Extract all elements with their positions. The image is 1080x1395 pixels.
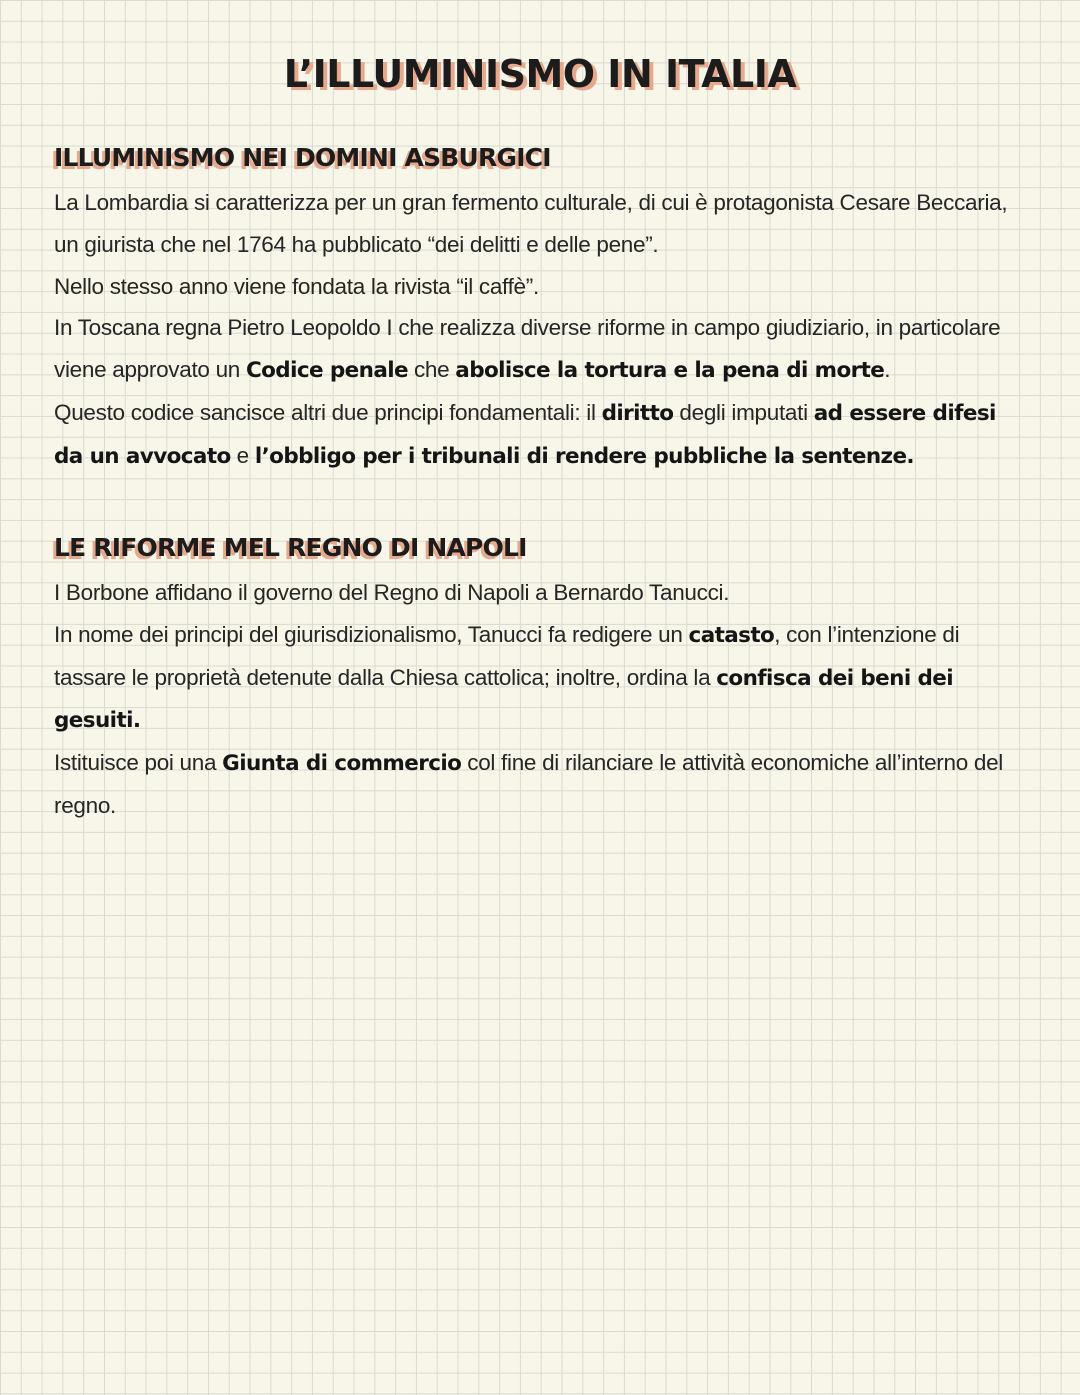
section-heading-text: LE RIFORME MEL REGNO DI NAPOLI [54, 533, 527, 562]
text-run: In Toscana regna Pietro Leopoldo I che realizza diverse riforme in campo giudiziario, in particolare viene approvato un [54, 315, 1001, 383]
text-run: degli imputati [673, 399, 814, 425]
page-title-text: L’ILLUMINISMO IN ITALIA [283, 52, 797, 96]
paragraph: I Borbone affidano il governo del Regno di Napoli a Bernardo Tanucci. [54, 580, 730, 605]
text-run: Questo codice sancisce altri due principi fondamentali: il [54, 399, 602, 425]
section-heading-text: ILLUMINISMO NEI DOMINI ASBURGICI [54, 143, 551, 172]
text-run: col fine di rilanciare le attività economiche all’interno del regno. [54, 750, 1003, 818]
bold-text: abolisce la tortura e la pena di morte [455, 358, 885, 384]
text-run: che [408, 357, 456, 383]
section-body-napoli [54, 572, 1014, 827]
bold-text: diritto [601, 400, 674, 426]
text-run: e [230, 442, 255, 468]
text-run: Istituisce poi una [54, 750, 223, 776]
bold-text: Giunta di commercio [222, 751, 462, 777]
bold-text: ad essere difesi da un avvocato [54, 400, 996, 469]
text-run: , con l’intenzione di tassare le proprietà detenute dalla Chiesa cattolica; inoltre, ordina la [54, 621, 960, 690]
paragraph [54, 742, 1014, 827]
bold-text: l’obbligo per i tribunali di rendere pubbliche la sentenze. [254, 443, 914, 469]
text-run: . [884, 357, 891, 383]
text-run: In nome dei principi del giurisdizionalismo, Tanucci fa redigere un [54, 621, 689, 647]
section-body-asburgici [54, 182, 1014, 478]
bold-text: confisca dei beni dei gesuiti. [54, 665, 954, 734]
paragraph: La Lombardia si caratterizza per un gran fermento culturale, di cui è protagonista Cesare Beccaria, un giurista che nel 1764 ha pubblicato “dei delitti e delle pene”. [54, 190, 1008, 257]
paragraph [54, 614, 1014, 742]
section-heading-asburgici [54, 143, 551, 172]
paragraph [54, 307, 1014, 392]
paragraph [54, 392, 1014, 478]
paragraph: Nello stesso anno viene fondata la rivista “il caffè”. [54, 273, 539, 299]
page-title [0, 52, 1080, 96]
bold-text: catasto [688, 622, 775, 648]
section-heading-napoli [54, 533, 527, 562]
bold-text: Codice penale [245, 358, 409, 384]
